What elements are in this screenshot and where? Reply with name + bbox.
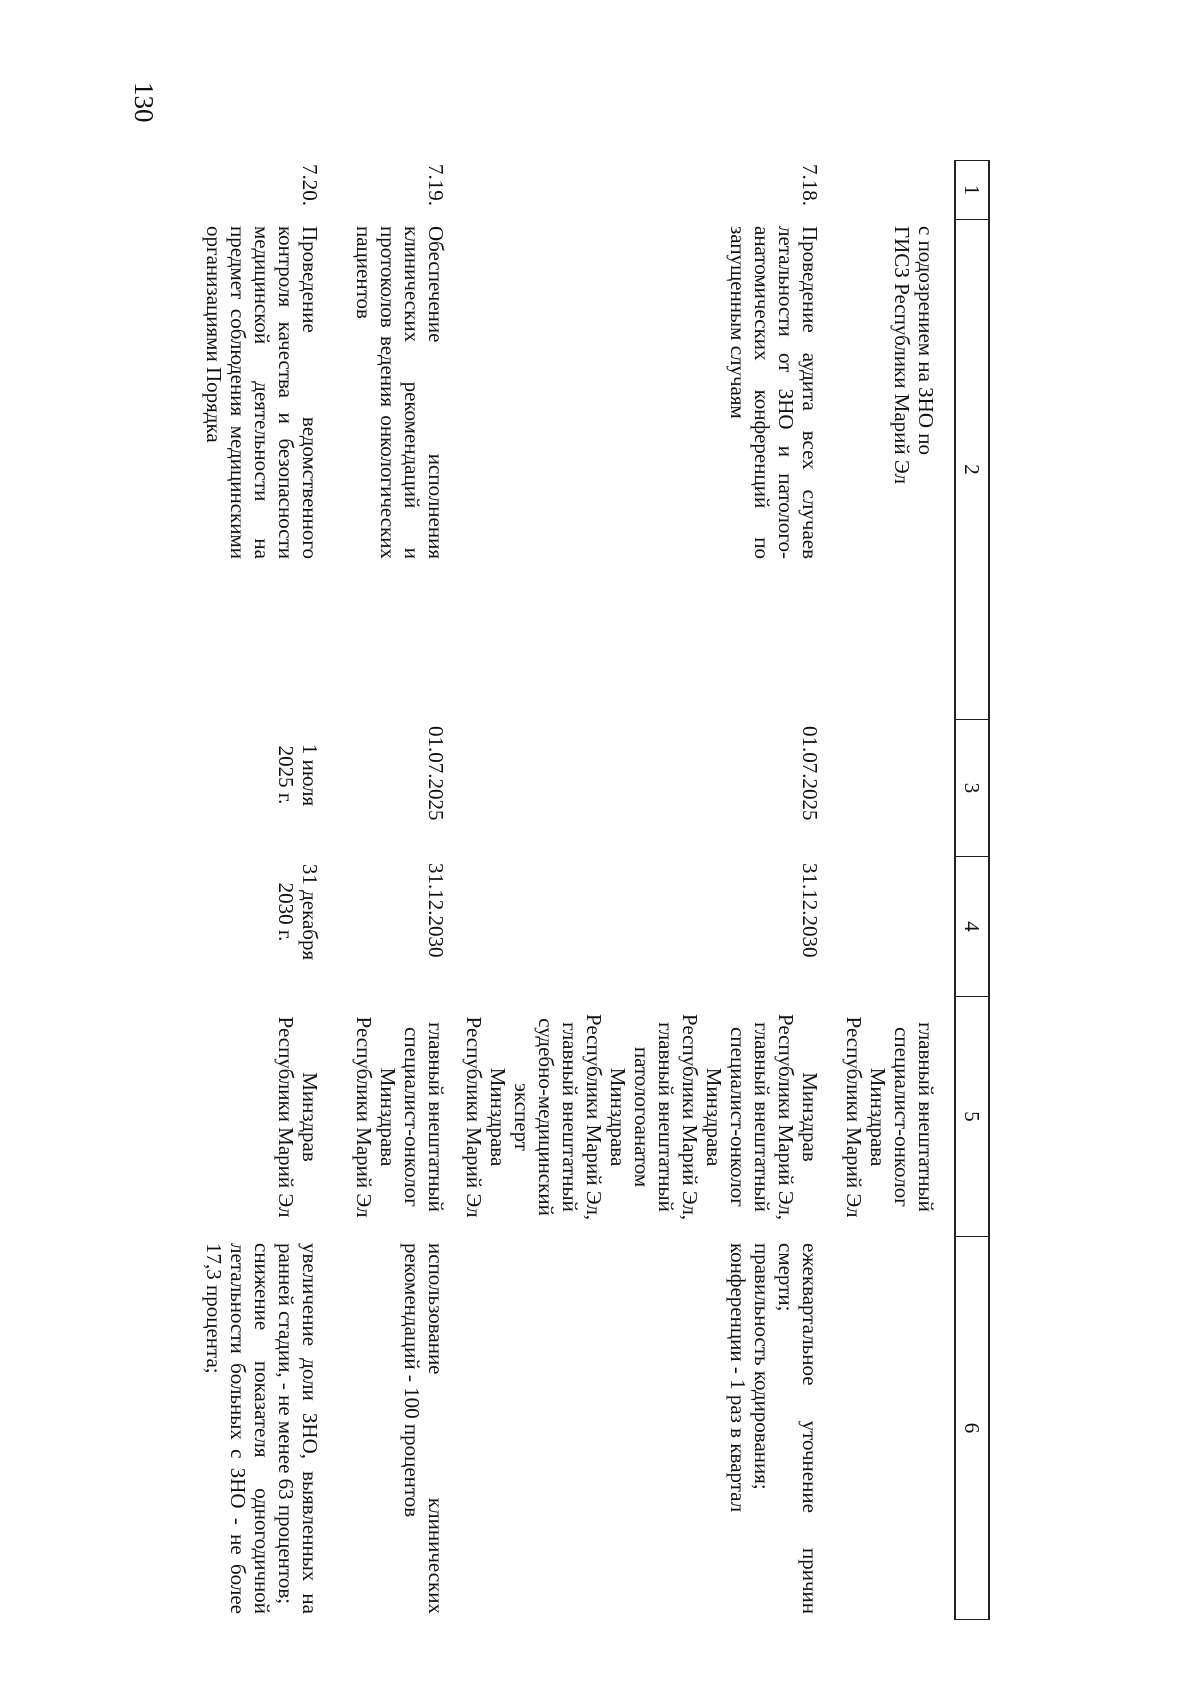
result-line: использование клинических рекомендаций - 100 процентов [400,1243,448,1614]
row-number: 7.18. [798,164,822,206]
column-number-1: 1 [956,160,988,220]
end-date-cell: 31.12.2030 [798,863,822,958]
row-number: 7.20. [298,164,322,206]
activity-cell: Проведение ведомственного контроля качества и безопасности медицинской деятельности на предмет соблюдения медицинскими организациями Порядка [202,226,322,559]
row-number: 7.19. [424,164,448,206]
responsible-line: судебно-медицинский [534,1018,558,1216]
responsible-line: главный внештатный [424,1022,448,1212]
result-line: конференции - 1 раз в квартал [726,1243,750,1513]
result-line: правильность кодирования; [750,1243,774,1490]
start-date-cell: 1 июля 2025 г. [274,743,322,807]
page-number: 130 [129,82,159,123]
responsible-line: Минздрава [486,1067,510,1167]
responsible-line: Республики Марий Эл [842,1016,866,1218]
activity-cell: с подозрением на ЗНО по ГИСЗ Республики Марий Эл [890,226,938,484]
plan-table [190,160,990,1620]
column-number-5: 5 [956,997,988,1237]
responsible-line: Минздрава [376,1067,400,1167]
column-number-4: 4 [956,857,988,997]
responsible-line: Минздрав [798,1072,822,1162]
responsible-line: специалист-онколог [726,1027,750,1207]
responsible-line: Минздрава [702,1067,726,1167]
result-line: увеличение доли ЗНО, выявленных на ранней стадии, - не менее 63 процентов; [274,1243,322,1614]
responsible-line: Республики Марий Эл, [582,1013,606,1221]
activity-cell: Обеспечение исполнения клинических рекомендаций и протоколов ведения онкологических пациентов [352,226,448,559]
end-date-cell: 31 декабря 2030 г. [274,863,322,961]
responsible-line: Республики Марий Эл, [774,1013,798,1221]
responsible-cell [274,997,322,1237]
activity-cell: Проведение аудита всех случаев летальности от ЗНО и патолого-анатомических конференций по запущенным случаям [726,226,822,559]
responsible-line: Республики Марий Эл, [678,1013,702,1221]
responsible-line: специалист-онколог [890,1027,914,1207]
responsible-line: Республики Марий Эл [274,1016,298,1218]
start-date-cell: 01.07.2025 [424,726,448,821]
responsible-line: патологоанатом [630,1046,654,1188]
result-line: снижение показателя одногодичной летальности больных с ЗНО - не более 17,3 процента; [202,1243,274,1614]
responsible-line: специалист-онколог [400,1027,424,1207]
responsible-line: эксперт [510,1083,534,1151]
responsible-line: главный внештатный [558,1022,582,1212]
responsible-line: главный внештатный [914,1022,938,1212]
result-cell [400,1237,448,1620]
table-header [954,160,990,1620]
responsible-line: главный внештатный [654,1022,678,1212]
end-date-cell: 31.12.2030 [424,863,448,958]
result-cell [726,1237,822,1620]
responsible-cell [462,997,822,1237]
responsible-line: Минздрава [866,1067,890,1167]
start-date-cell: 01.07.2025 [798,726,822,821]
column-number-2: 2 [956,220,988,720]
responsible-line: Республики Марий Эл [462,1016,486,1218]
responsible-line: Минздрав [298,1072,322,1162]
responsible-line: Минздрава [606,1067,630,1167]
responsible-cell [352,997,448,1237]
responsible-cell [842,997,938,1237]
responsible-line: Республики Марий Эл [352,1016,376,1218]
column-number-6: 6 [956,1237,988,1620]
column-number-3: 3 [956,720,988,857]
result-line: ежеквартальное уточнение причин смерти; [774,1243,822,1614]
result-cell [202,1237,322,1620]
responsible-line: главный внештатный [750,1022,774,1212]
